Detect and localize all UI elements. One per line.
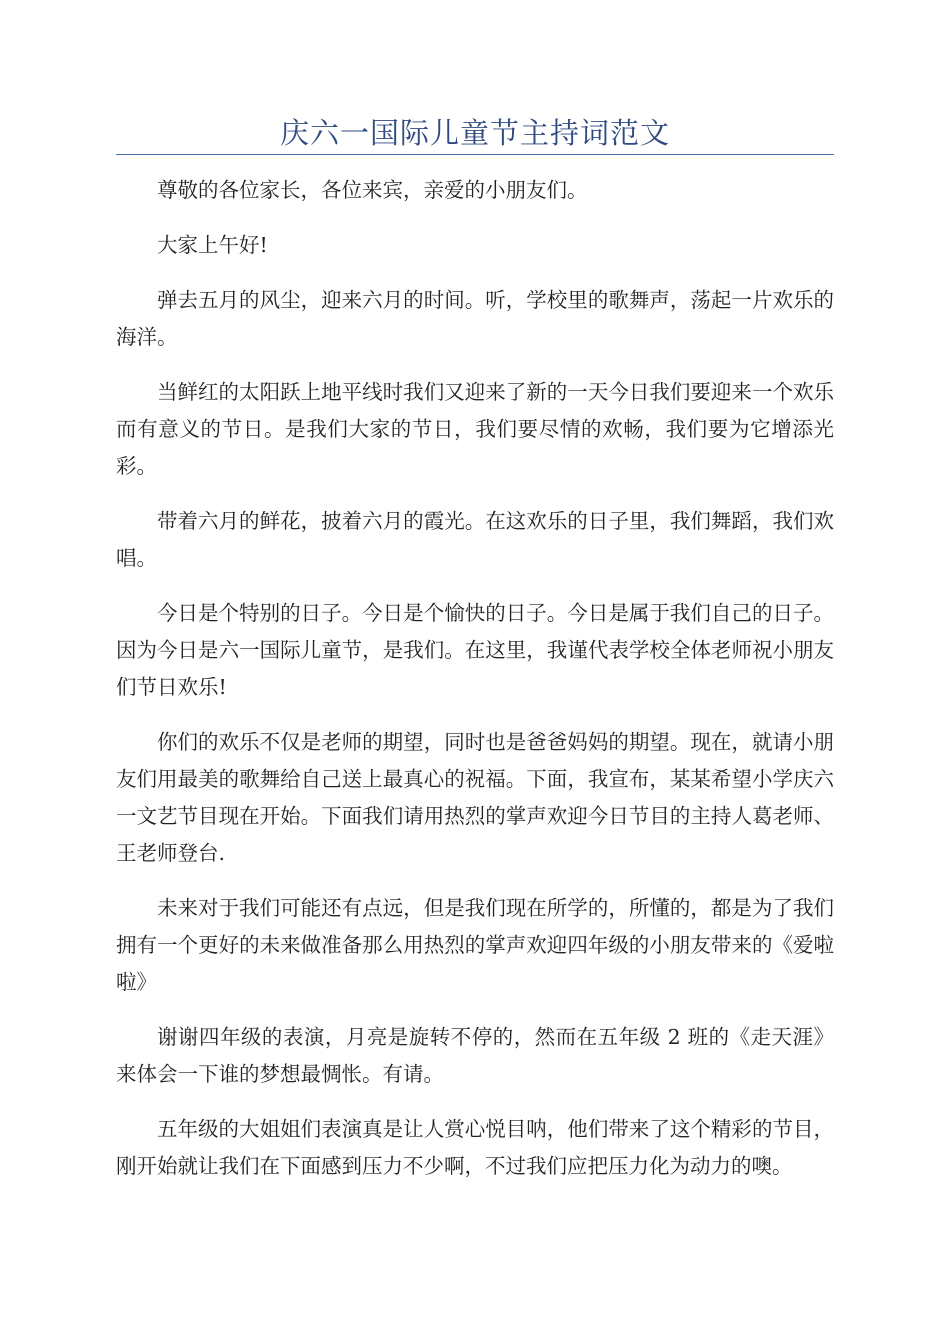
document-body	[116, 172, 834, 1203]
paragraph: 你们的欢乐不仅是老师的期望，同时也是爸爸妈妈的期望。现在，就请小朋友们用最美的歌舞给自己送上最真心的祝福。下面，我宣布，某某希望小学庆六一文艺节目现在开始。下面我们请用热烈的掌声欢迎今日节目的主持人葛老师、王老师登台.	[116, 730, 834, 865]
paragraph: 五年级的大姐姐们表演真是让人赏心悦目呐，他们带来了这个精彩的节目，刚开始就让我们在下面感到压力不少啊，不过我们应把压力化为动力的噢。	[116, 1117, 834, 1178]
paragraph: 弹去五月的风尘，迎来六月的时间。听，学校里的歌舞声，荡起一片欢乐的海洋。	[116, 288, 834, 349]
paragraph: 今日是个特别的日子。今日是个愉快的日子。今日是属于我们自己的日子。因为今日是六一国际儿童节，是我们。在这里，我谨代表学校全体老师祝小朋友们节日欢乐!	[116, 601, 834, 699]
paragraph: 大家上午好!	[157, 233, 268, 257]
title-underline	[116, 154, 834, 155]
paragraph: 未来对于我们可能还有点远，但是我们现在所学的，所懂的，都是为了我们拥有一个更好的未来做准备那么用热烈的掌声欢迎四年级的小朋友带来的《爱啦啦》	[116, 896, 834, 994]
paragraph: 当鲜红的太阳跃上地平线时我们又迎来了新的一天今日我们要迎来一个欢乐而有意义的节日。是我们大家的节日，我们要尽情的欢畅，我们要为它增添光彩。	[116, 380, 834, 478]
paragraph: 带着六月的鲜花，披着六月的霞光。在这欢乐的日子里，我们舞蹈，我们欢唱。	[116, 509, 834, 570]
paragraph: 谢谢四年级的表演，月亮是旋转不停的，然而在五年级 2 班的《走天涯》来体会一下谁的梦想最惆怅。有请。	[116, 1025, 834, 1086]
document-title: 庆六一国际儿童节主持词范文	[279, 116, 670, 150]
paragraph: 尊敬的各位家长，各位来宾，亲爱的小朋友们。	[157, 178, 588, 202]
